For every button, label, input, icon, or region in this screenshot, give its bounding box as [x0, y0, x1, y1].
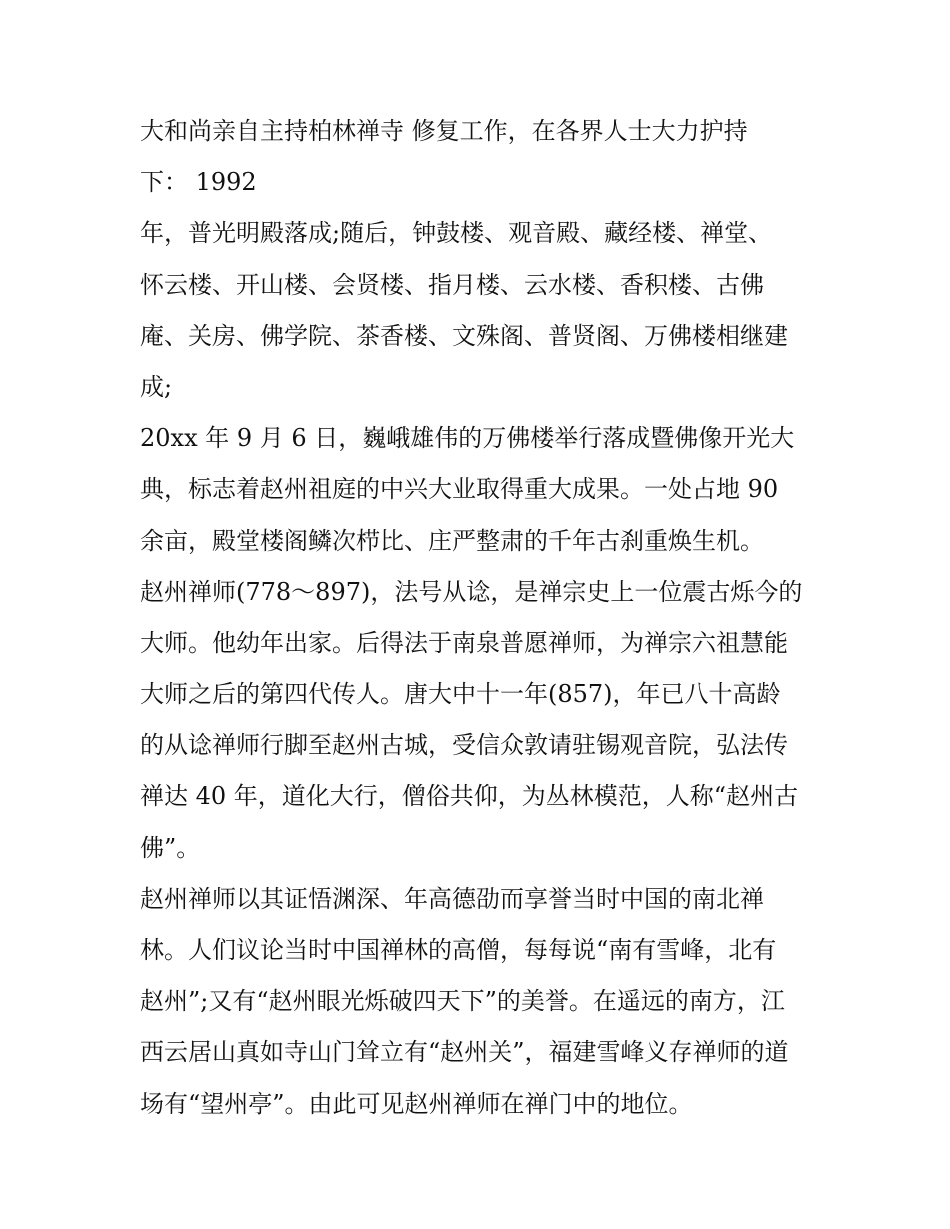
text-line: 佛”。	[140, 833, 201, 862]
text-line: 大和尚亲自主持柏林禅寺 修复工作，在各界人士大力护持	[140, 117, 748, 145]
text-line: 赵州禅师(778～897)，法号从谂，是禅宗史上一位震古烁今的	[140, 577, 803, 606]
text-line: 典，标志着赵州祖庭的中兴大业取得重大成果。一处占地 90	[140, 475, 779, 504]
text-line: 20xx 年 9 月 6 日，巍峨雄伟的万佛楼举行落成暨佛像开光大	[140, 424, 795, 453]
text-line: 怀云楼、开山楼、会贤楼、指月楼、云水楼、香积楼、古佛	[140, 270, 764, 299]
text-line: 成;	[140, 372, 173, 401]
text-line: 年，普光明殿落成;随后，钟鼓楼、观音殿、藏经楼、禅堂、	[140, 219, 773, 248]
text-line: 禅达 40 年，道化大行，僧俗共仰，为丛林模范，人称“赵州古	[140, 782, 799, 811]
text-line: 场有“望州亭”。由此可见赵州禅师在禅门中的地位。	[140, 1089, 693, 1118]
text-line: 大师。他幼年出家。后得法于南泉普愿禅师，为禅宗六祖慧能	[140, 628, 788, 657]
text-line: 的从谂禅师行脚至赵州古城，受信众敦请驻锡观音院，弘法传	[140, 731, 788, 760]
text-line: 林。人们议论当时中国禅林的高僧，每每说“南有雪峰，北有	[140, 936, 777, 964]
document-body	[140, 107, 820, 1131]
text-line: 赵州禅师以其证悟渊深、年高德劭而享誉当时中国的南北禅	[140, 884, 764, 913]
text-line: 余亩，殿堂楼阁鳞次栉比、庄严整肃的千年古刹重焕生机。	[140, 526, 764, 555]
text-line: 大师之后的第四代传人。唐大中十一年(857)，年已八十高龄	[140, 680, 781, 709]
text-line: 庵、关房、佛学院、茶香楼、文殊阁、普贤阁、万佛楼相继建	[140, 321, 788, 350]
text-line: 下： 1992	[140, 168, 257, 197]
text-line: 赵州”;又有“赵州眼光烁破四天下”的美誉。在遥远的南方，江	[140, 987, 785, 1016]
text-line: 西云居山真如寺山门耸立有“赵州关”，福建雪峰义存禅师的道	[140, 1038, 789, 1067]
